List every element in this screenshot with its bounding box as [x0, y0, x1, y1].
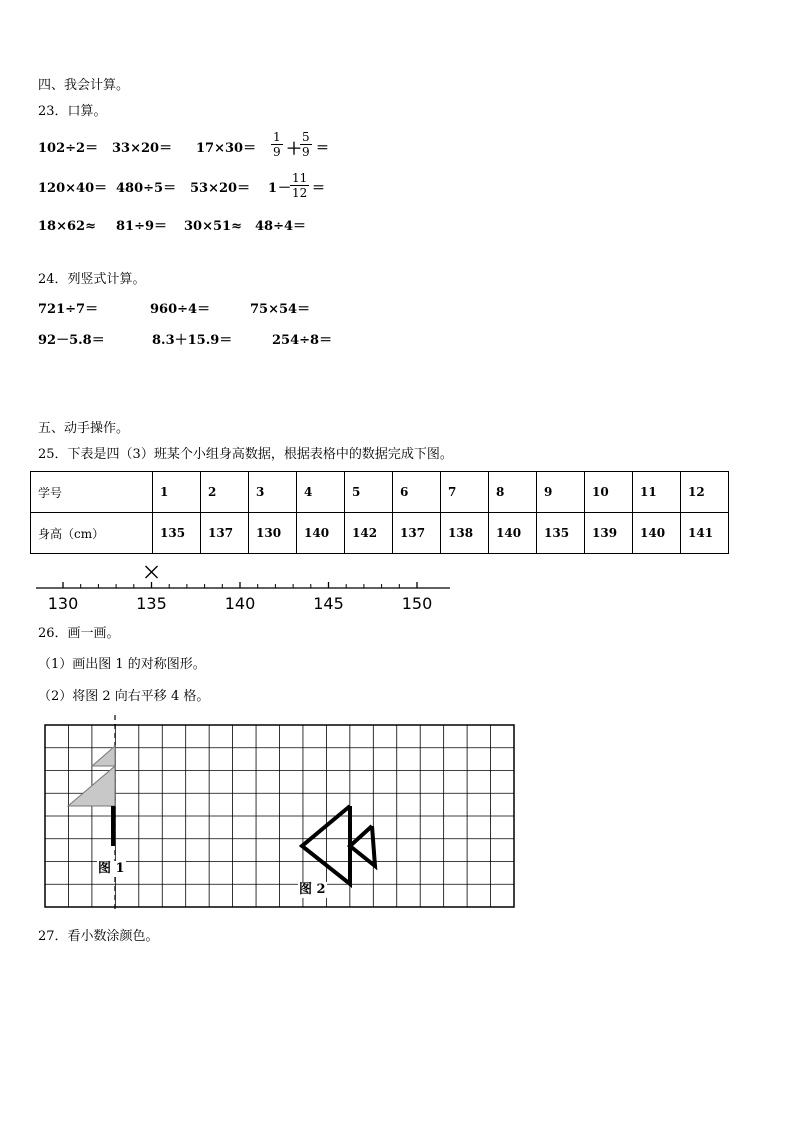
number-line-label: 130 — [47, 594, 79, 613]
question-24-title: 24．列竖式计算。 — [38, 272, 146, 287]
table-cell: 12 — [681, 472, 729, 513]
table-row-header: 身高（cm） — [31, 513, 153, 554]
oral-calc-item: 30×51≈ — [184, 219, 242, 234]
table-row-ids — [31, 472, 729, 513]
table-cell: 139 — [585, 513, 633, 554]
height-data-table — [30, 471, 729, 554]
figure2-label: 图 2 — [299, 882, 326, 897]
table-cell: 138 — [441, 513, 489, 554]
oral-calc-item: 102÷2＝ — [38, 141, 99, 156]
oral-calc-item: 33×20＝ — [112, 141, 173, 156]
equals-sign: ＝ — [316, 141, 330, 156]
denominator: 9 — [302, 145, 310, 159]
table-cell: 1 — [153, 472, 201, 513]
table-cell: 6 — [393, 472, 441, 513]
table-cell: 137 — [393, 513, 441, 554]
numerator: 1 — [273, 130, 281, 144]
table-row-header: 学号 — [31, 472, 153, 513]
table-cell: 2 — [201, 472, 249, 513]
table-cell: 140 — [633, 513, 681, 554]
fraction — [271, 130, 283, 159]
table-cell: 11 — [633, 472, 681, 513]
plus-sign: ＋ — [286, 139, 303, 158]
figure1-label: 图 1 — [98, 861, 125, 876]
figure1-large-triangle — [68, 766, 115, 806]
table-cell: 10 — [585, 472, 633, 513]
vertical-calc-item: 92－5.8＝ — [38, 333, 105, 348]
table-cell: 4 — [297, 472, 345, 513]
q26-instruction-1: （1）画出图 1 的对称图形。 — [38, 657, 206, 672]
question-25-title: 25．下表是四（3）班某个小组身高数据，根据表格中的数据完成下图。 — [38, 447, 453, 462]
numerator: 5 — [302, 130, 310, 144]
table-cell: 135 — [153, 513, 201, 554]
grid-lines — [45, 725, 514, 907]
denominator: 9 — [273, 145, 281, 159]
table-cell: 7 — [441, 472, 489, 513]
denominator: 12 — [292, 186, 308, 200]
oral-calc-item: 53×20＝ — [190, 181, 251, 196]
table-cell: 130 — [249, 513, 297, 554]
q26-instruction-2: （2）将图 2 向右平移 4 格。 — [38, 689, 210, 704]
table-cell: 141 — [681, 513, 729, 554]
figure1-small-triangle — [92, 746, 115, 766]
number-line-label: 145 — [313, 594, 344, 613]
oral-calc-item: 480÷5＝ — [116, 181, 177, 196]
question-26-title: 26．画一画。 — [38, 626, 120, 641]
table-cell: 8 — [489, 472, 537, 513]
cross-mark — [146, 566, 158, 578]
vertical-calc-item: 8.3＋15.9＝ — [152, 333, 233, 348]
oral-calc-item: 81÷9＝ — [116, 219, 168, 234]
table-cell: 142 — [345, 513, 393, 554]
vertical-calc-item: 721÷7＝ — [38, 302, 99, 317]
oral-calc-item: 120×40＝ — [38, 181, 108, 196]
vertical-calc-item: 254÷8＝ — [272, 333, 333, 348]
table-row-heights — [31, 513, 729, 554]
number-line-label: 150 — [401, 594, 433, 613]
vertical-calc-item: 960÷4＝ — [150, 302, 211, 317]
vertical-calc-item: 75×54＝ — [250, 302, 311, 317]
table-cell: 140 — [489, 513, 537, 554]
equals-sign: ＝ — [312, 181, 326, 196]
number-line-label: 140 — [224, 594, 256, 613]
table-cell: 137 — [201, 513, 249, 554]
number-line-label: 135 — [136, 594, 167, 613]
section-title-5: 五、动手操作。 — [38, 421, 130, 436]
figure2-small-triangle — [350, 826, 375, 866]
table-cell: 135 — [537, 513, 585, 554]
section-title-4: 四、我会计算。 — [38, 78, 130, 93]
table-cell: 3 — [249, 472, 297, 513]
question-27-title: 27．看小数涂颜色。 — [38, 929, 159, 944]
fraction — [290, 171, 309, 200]
figure2-large-triangle — [302, 806, 350, 884]
table-cell: 5 — [345, 472, 393, 513]
question-23-title: 23．口算。 — [38, 104, 107, 119]
grid-border — [45, 725, 514, 907]
fraction — [300, 130, 312, 159]
oral-calc-item: 48÷4＝ — [255, 219, 307, 234]
table-cell: 9 — [537, 472, 585, 513]
minus-sign: － — [278, 181, 292, 196]
whole-number: 1 — [268, 181, 278, 196]
oral-calc-item: 17×30＝ — [196, 141, 257, 156]
numerator: 11 — [292, 171, 308, 185]
table-cell: 140 — [297, 513, 345, 554]
oral-calc-item: 18×62≈ — [38, 219, 96, 234]
